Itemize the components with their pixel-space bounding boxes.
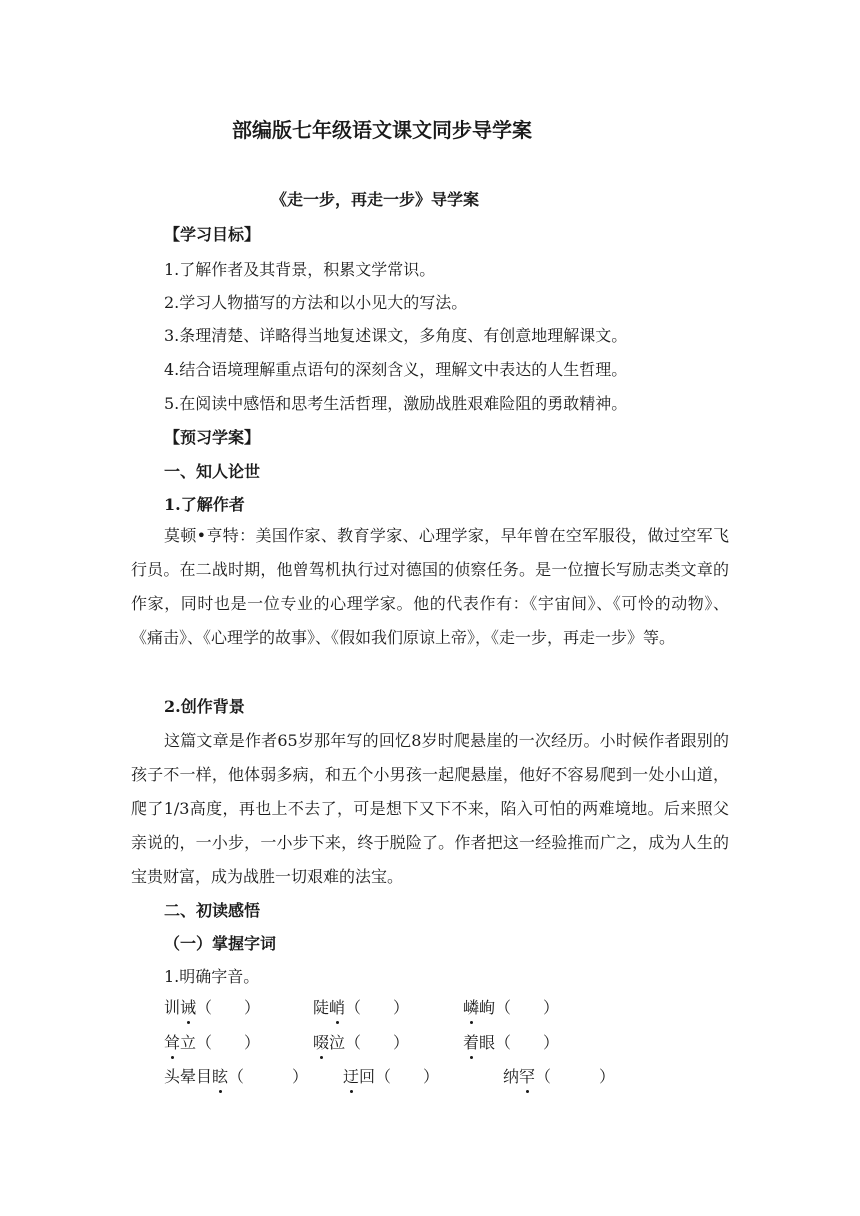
page-title: 部编版七年级语文课文同步导学案: [232, 118, 532, 142]
dotted-char: 迂: [343, 1067, 360, 1086]
vocab-item: 着眼（ ）: [463, 1033, 560, 1052]
vocab-item: 训诫（ ）: [164, 998, 261, 1017]
dotted-char: 嶙: [463, 998, 480, 1017]
dotted-char: 峭: [329, 998, 346, 1017]
item-heading: 1.了解作者: [164, 495, 245, 514]
task-label: 1.明确字音。: [164, 967, 260, 986]
dotted-char: 罕: [519, 1067, 536, 1086]
vocab-item: 迂回（ ）: [343, 1067, 440, 1086]
item-heading: 2.创作背景: [164, 697, 245, 716]
vocab-item: 嶙峋（ ）: [463, 998, 560, 1017]
preview-heading: 【预习学案】: [164, 428, 261, 447]
dotted-char: 着: [463, 1033, 480, 1052]
background-paragraph: 这篇文章是作者65岁那年写的回忆8岁时爬悬崖的一次经历。小时候作者跟别的孩子不一样，他体弱多病，和五个小男孩一起爬悬崖，他好不容易爬到一处小山道，爬了1/3高度，再也上不去了，可是想下又下不来，陷入可怕的两难境地。后来照父亲说的，一小步，一小步下来，终于脱险了。作者把这一经验推而广之，成为人生的宝贵财富，成为战胜一切艰难的法宝。: [131, 731, 729, 886]
subsection-heading: （一）掌握字词: [164, 934, 277, 953]
objective-item: 1.了解作者及其背景，积累文学常识。: [164, 260, 436, 279]
lesson-title: 《走一步，再走一步》导学案: [271, 190, 480, 209]
vocab-item: 纳罕（ ）: [503, 1067, 616, 1086]
dotted-char: 啜: [313, 1033, 330, 1052]
author-paragraph: 莫顿•亨特：美国作家、教育学家、心理学家，早年曾在空军服役，做过空军飞行员。在二战时期，他曾驾机执行过对德国的侦察任务。是一位擅长写励志类文章的作家，同时也是一位专业的心理学家。他的代表作有：《宇宙间》、《可怜的动物》、《痛击》、《心理学的故事》、《假如我们原谅上帝》，《走一步，再走一步》等。: [131, 526, 729, 647]
vocab-item: 耸立（ ）: [164, 1033, 261, 1052]
objective-item: 5.在阅读中感悟和思考生活哲理，激励战胜艰难险阻的勇敢精神。: [164, 394, 628, 413]
dotted-char: 眩: [212, 1067, 229, 1086]
objective-item: 2.学习人物描写的方法和以小见大的写法。: [164, 293, 468, 312]
objectives-heading: 【学习目标】: [164, 225, 261, 244]
vocab-item: 陡峭（ ）: [313, 998, 410, 1017]
dotted-char: 诫: [180, 998, 197, 1017]
objective-item: 3.条理清楚、详略得当地复述课文，多角度、有创意地理解课文。: [164, 326, 628, 345]
objective-item: 4.结合语境理解重点语句的深刻含义，理解文中表达的人生哲理。: [164, 360, 628, 379]
section-heading: 一、知人论世: [164, 462, 261, 481]
vocab-item: 啜泣（ ）: [313, 1033, 410, 1052]
vocab-item: 头晕目眩（ ）: [164, 1067, 309, 1086]
dotted-char: 耸: [164, 1033, 181, 1052]
section-heading: 二、初读感悟: [164, 901, 261, 920]
